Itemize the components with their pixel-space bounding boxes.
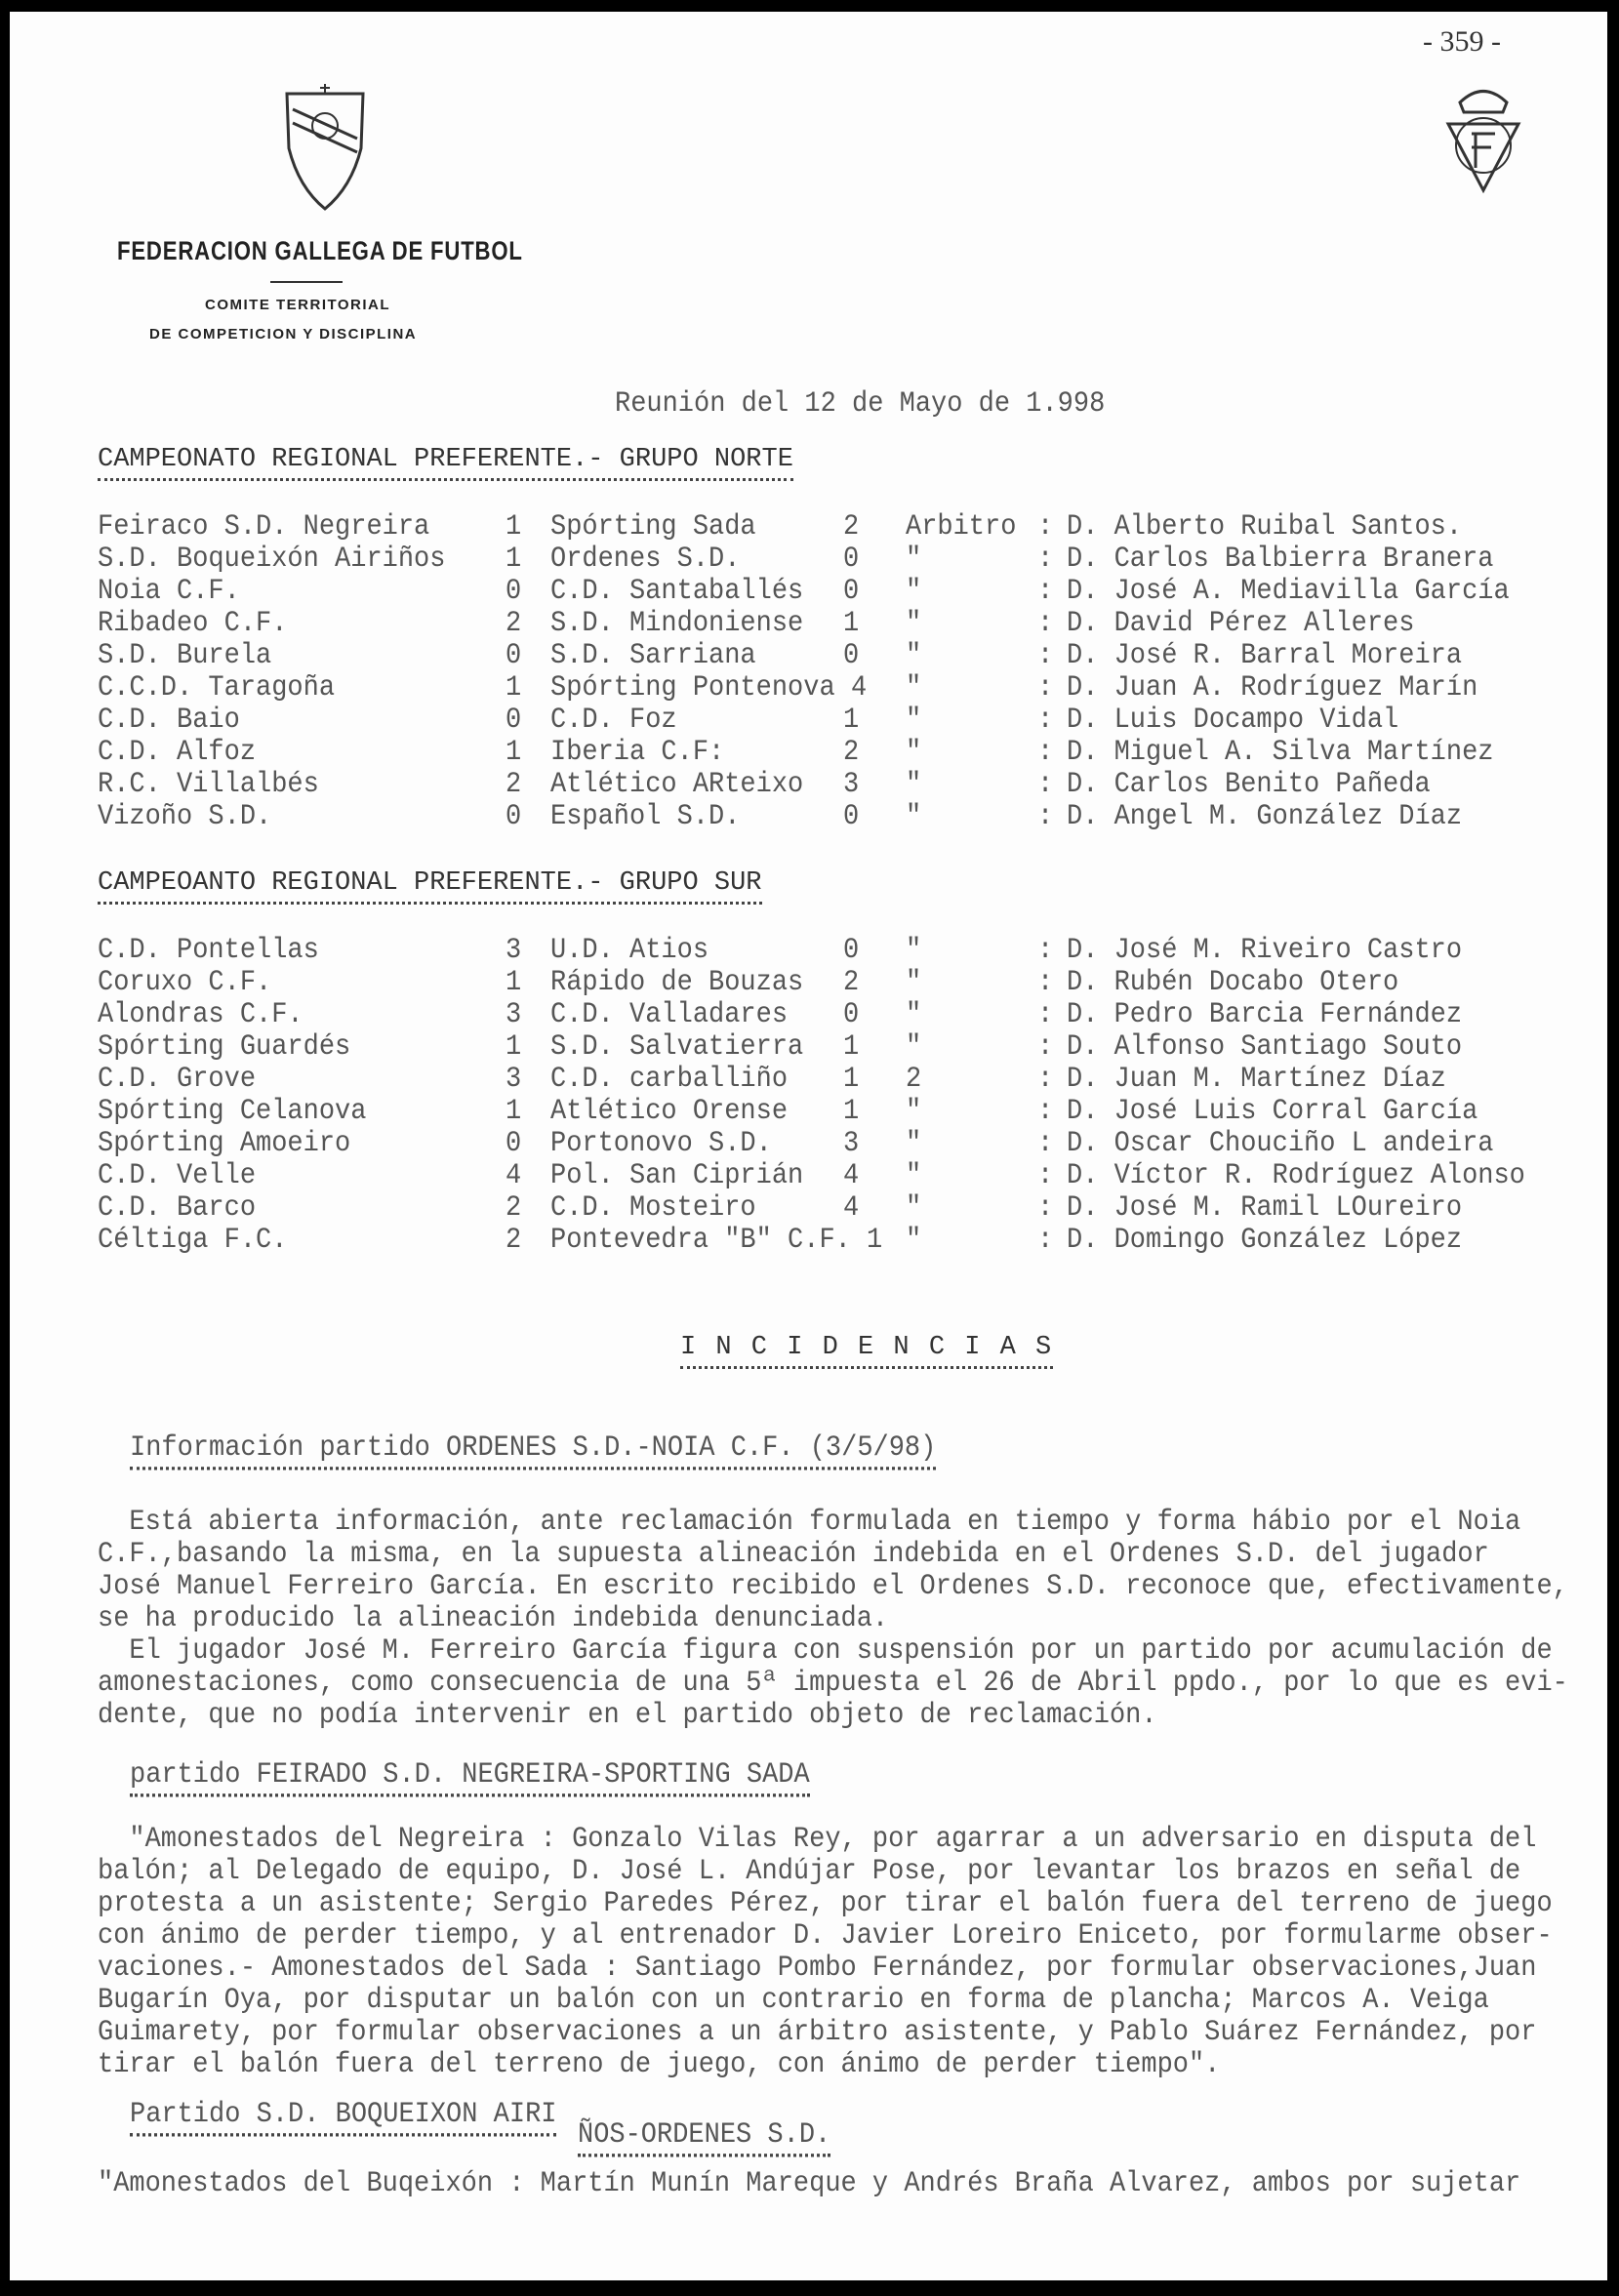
- sur-row-away-team: Portonovo S.D.: [550, 1128, 772, 1160]
- sur-row-home-team: Spórting Amoeiro: [98, 1128, 351, 1160]
- paragraph-line: Bugarín Oya, por disputar un balón con un contrario en forma de plancha; Marcos A. Veiga: [98, 1985, 1489, 2017]
- norte-row-away-team: C.D. Foz: [550, 705, 677, 737]
- sur-row-referee-name: D. José M. Riveiro Castro: [1067, 935, 1463, 967]
- divider: [270, 281, 343, 283]
- norte-row-away-team: Iberia C.F:: [550, 737, 725, 769]
- norte-row-home-team: Vizoño S.D.: [98, 801, 272, 833]
- norte-row-separator: :: [1037, 511, 1054, 544]
- sur-row-separator: :: [1037, 1096, 1054, 1128]
- sur-row-away-score: 1: [867, 1225, 883, 1257]
- norte-row-home-team: S.D. Burela: [98, 640, 272, 672]
- norte-heading: CAMPEONATO REGIONAL PREFERENTE.- GRUPO NORTE: [98, 445, 793, 481]
- sur-row-separator: :: [1037, 935, 1054, 967]
- sur-row-separator: :: [1037, 1192, 1054, 1225]
- committee-line2: DE COMPETICION Y DISCIPLINA: [149, 326, 418, 342]
- norte-row-separator: :: [1037, 544, 1054, 576]
- norte-row-referee-name: D. Miguel A. Silva Martínez: [1067, 737, 1494, 769]
- norte-row-referee-name: D. Luis Docampo Vidal: [1067, 705, 1399, 737]
- sur-row-away-score: 4: [843, 1192, 860, 1225]
- norte-row-away-score: 1: [843, 608, 860, 640]
- sur-row-referee-label: ": [906, 1031, 922, 1064]
- sur-row-away-score: 0: [843, 935, 860, 967]
- sur-row-referee-label: ": [906, 967, 922, 999]
- sur-row-separator: :: [1037, 967, 1054, 999]
- sur-row-referee-name: D. Pedro Barcia Fernández: [1067, 999, 1463, 1031]
- norte-row-referee-name: D. Juan A. Rodríguez Marín: [1067, 672, 1478, 705]
- document-page: [10, 12, 1607, 2280]
- norte-row-away-score: 1: [843, 705, 860, 737]
- paragraph-line: José Manuel Ferreiro García. En escrito recibido el Ordenes S.D. reconoce que, efectivamente,: [98, 1571, 1568, 1603]
- sur-row-referee-name: D. Rubén Docabo Otero: [1067, 967, 1399, 999]
- committee-line1: COMITE TERRITORIAL: [205, 297, 391, 313]
- norte-row-referee-label: ": [906, 544, 922, 576]
- sur-row-referee-label: ": [906, 1160, 922, 1192]
- norte-row-referee-name: D. Carlos Benito Pañeda: [1067, 769, 1431, 801]
- sur-row-away-team: S.D. Salvatierra: [550, 1031, 804, 1064]
- sur-row-referee-name: D. José Luis Corral García: [1067, 1096, 1478, 1128]
- norte-row-home-score: 1: [506, 737, 522, 769]
- sur-row-home-team: Spórting Guardés: [98, 1031, 351, 1064]
- norte-row-referee-label: ": [906, 608, 922, 640]
- norte-row-away-score: 4: [851, 672, 868, 705]
- sur-row-away-team: Rápido de Bouzas: [550, 967, 804, 999]
- sur-row-away-team: Pol. San Ciprián: [550, 1160, 804, 1192]
- sur-row-separator: :: [1037, 1128, 1054, 1160]
- sur-row-home-score: 3: [506, 1064, 522, 1096]
- sur-row-away-score: 4: [843, 1160, 860, 1192]
- paragraph-line: vaciones.- Amonestados del Sada : Santiago Pombo Fernández, por formular observaciones,Juan: [98, 1953, 1537, 1985]
- sur-row-home-score: 2: [506, 1225, 522, 1257]
- sur-row-separator: :: [1037, 1064, 1054, 1096]
- paragraph-line: Guimarety, por formular observaciones a un árbitro asistente, y Pablo Suárez Fernández, por: [98, 2017, 1537, 2049]
- norte-row-home-team: Ribadeo C.F.: [98, 608, 288, 640]
- federation-shield-logo: [283, 80, 367, 217]
- sur-row-home-score: 2: [506, 1192, 522, 1225]
- sur-row-home-team: Spórting Celanova: [98, 1096, 367, 1128]
- sur-row-separator: :: [1037, 1160, 1054, 1192]
- sur-row-away-score: 3: [843, 1128, 860, 1160]
- norte-row-referee-name: D. José R. Barral Moreira: [1067, 640, 1463, 672]
- sur-row-referee-label: ": [906, 999, 922, 1031]
- sur-row-home-team: Céltiga F.C.: [98, 1225, 288, 1257]
- sur-row-referee-name: D. Juan M. Martínez Díaz: [1067, 1064, 1446, 1096]
- norte-row-away-score: 0: [843, 801, 860, 833]
- norte-row-home-score: 1: [506, 672, 522, 705]
- sur-row-home-team: C.D. Barco: [98, 1192, 257, 1225]
- sur-row-home-team: Coruxo C.F.: [98, 967, 272, 999]
- sur-row-home-team: Alondras C.F.: [98, 999, 304, 1031]
- sur-row-home-score: 1: [506, 1096, 522, 1128]
- norte-row-away-team: Español S.D.: [550, 801, 741, 833]
- norte-row-referee-label: ": [906, 576, 922, 608]
- sur-row-home-score: 1: [506, 1031, 522, 1064]
- sur-row-referee-label: 2: [906, 1064, 922, 1096]
- norte-row-away-team: C.D. Santaballés: [550, 576, 804, 608]
- norte-row-away-team: S.D. Sarriana: [550, 640, 756, 672]
- sur-row-referee-name: D. Víctor R. Rodríguez Alonso: [1067, 1160, 1525, 1192]
- norte-row-referee-label: ": [906, 801, 922, 833]
- norte-row-away-score: 0: [843, 640, 860, 672]
- sur-row-home-score: 0: [506, 1128, 522, 1160]
- sur-heading: CAMPEOANTO REGIONAL PREFERENTE.- GRUPO SUR: [98, 868, 762, 905]
- paragraph-line: dente, que no podía intervenir en el partido objeto de reclamación.: [98, 1700, 1157, 1732]
- norte-row-referee-label: ": [906, 769, 922, 801]
- sur-row-away-score: 0: [843, 999, 860, 1031]
- norte-row-away-team: Atlético ARteixo: [550, 769, 804, 801]
- sur-row-referee-name: D. Alfonso Santiago Souto: [1067, 1031, 1463, 1064]
- paragraph-line: amonestaciones, como consecuencia de una 5ª impuesta el 26 de Abril ppdo., por lo que es evi-: [98, 1668, 1568, 1700]
- norte-row-home-team: R.C. Villalbés: [98, 769, 319, 801]
- paragraph-line: tirar el balón fuera del terreno de juego, con ánimo de perder tiempo".: [98, 2049, 1221, 2081]
- norte-row-separator: :: [1037, 672, 1054, 705]
- norte-row-home-score: 2: [506, 608, 522, 640]
- norte-row-separator: :: [1037, 769, 1054, 801]
- norte-row-home-team: S.D. Boqueixón Airiños: [98, 544, 446, 576]
- norte-row-home-score: 0: [506, 576, 522, 608]
- sur-row-referee-label: ": [906, 1225, 922, 1257]
- paragraph-line: C.F.,basando la misma, en la supuesta alineación indebida en el Ordenes S.D. del jugador: [98, 1539, 1489, 1571]
- sur-row-separator: :: [1037, 1031, 1054, 1064]
- sur-row-home-team: C.D. Velle: [98, 1160, 257, 1192]
- section3-title-b: ÑOS-ORDENES S.D.: [578, 2119, 830, 2157]
- norte-row-referee-label: ": [906, 672, 922, 705]
- paragraph-line: "Amonestados del Buqeixón : Martín Munín Mareque y Andrés Braña Alvarez, ambos por sujetar: [98, 2168, 1521, 2200]
- sur-row-away-score: 1: [843, 1031, 860, 1064]
- norte-row-home-score: 1: [506, 544, 522, 576]
- sur-row-away-team: C.D. Mosteiro: [550, 1192, 756, 1225]
- sur-row-home-score: 4: [506, 1160, 522, 1192]
- norte-row-referee-name: D. Carlos Balbierra Branera: [1067, 544, 1494, 576]
- sur-row-away-team: C.D. carballiño: [550, 1064, 789, 1096]
- norte-row-home-team: Noia C.F.: [98, 576, 240, 608]
- incidencias-heading: I N C I D E N C I A S: [680, 1333, 1053, 1369]
- norte-row-away-team: Spórting Sada: [550, 511, 756, 544]
- sur-row-referee-name: D. José M. Ramil LOureiro: [1067, 1192, 1463, 1225]
- norte-row-separator: :: [1037, 608, 1054, 640]
- sur-row-away-score: 1: [843, 1096, 860, 1128]
- meeting-date: Reunión del 12 de Mayo de 1.998: [615, 388, 1106, 421]
- norte-row-referee-name: D. Alberto Ruibal Santos.: [1067, 511, 1463, 544]
- norte-row-referee-name: D. José A. Mediavilla García: [1067, 576, 1510, 608]
- paragraph-line: Está abierta información, ante reclamación formulada en tiempo y forma hábio por el Noia: [98, 1507, 1521, 1539]
- rfef-crest-logo: [1442, 75, 1524, 197]
- sur-row-home-score: 1: [506, 967, 522, 999]
- norte-row-separator: :: [1037, 737, 1054, 769]
- norte-row-referee-label: ": [906, 737, 922, 769]
- norte-row-away-score: 2: [843, 511, 860, 544]
- norte-row-home-team: C.C.D. Taragoña: [98, 672, 336, 705]
- norte-row-away-score: 3: [843, 769, 860, 801]
- paragraph-line: "Amonestados del Negreira : Gonzalo Vilas Rey, por agarrar a un adversario en disputa del: [98, 1824, 1537, 1856]
- norte-row-away-team: Ordenes S.D.: [550, 544, 741, 576]
- norte-row-away-score: 0: [843, 576, 860, 608]
- sur-row-away-score: 1: [843, 1064, 860, 1096]
- sur-row-home-score: 3: [506, 935, 522, 967]
- norte-row-home-team: C.D. Alfoz: [98, 737, 257, 769]
- paragraph-line: se ha producido la alineación indebida denunciada.: [98, 1603, 889, 1635]
- norte-row-referee-label: Arbitro: [906, 511, 1017, 544]
- norte-row-separator: :: [1037, 640, 1054, 672]
- norte-row-referee-label: ": [906, 640, 922, 672]
- sur-row-referee-label: ": [906, 1192, 922, 1225]
- sur-row-away-team: Pontevedra "B" C.F.: [550, 1225, 851, 1257]
- section3-title-a: Partido S.D. BOQUEIXON AIRI: [130, 2099, 556, 2137]
- sur-row-referee-label: ": [906, 935, 922, 967]
- sur-row-away-team: Atlético Orense: [550, 1096, 789, 1128]
- sur-row-referee-label: ": [906, 1128, 922, 1160]
- norte-row-referee-name: D. David Pérez Alleres: [1067, 608, 1415, 640]
- sur-row-separator: :: [1037, 999, 1054, 1031]
- sur-row-referee-name: D. Oscar Chouciño L andeira: [1067, 1128, 1494, 1160]
- norte-row-home-score: 0: [506, 801, 522, 833]
- sur-row-away-team: U.D. Atios: [550, 935, 709, 967]
- sur-row-referee-label: ": [906, 1096, 922, 1128]
- norte-row-separator: :: [1037, 576, 1054, 608]
- norte-row-referee-name: D. Angel M. González Díaz: [1067, 801, 1463, 833]
- norte-row-separator: :: [1037, 801, 1054, 833]
- norte-row-home-team: C.D. Baio: [98, 705, 240, 737]
- norte-row-away-team: S.D. Mindoniense: [550, 608, 804, 640]
- sur-row-home-team: C.D. Grove: [98, 1064, 257, 1096]
- section2-title: partido FEIRADO S.D. NEGREIRA-SPORTING SADA: [130, 1759, 810, 1797]
- section1-title: Información partido ORDENES S.D.-NOIA C.F. (3/5/98): [130, 1432, 936, 1470]
- norte-row-home-score: 2: [506, 769, 522, 801]
- sur-row-away-score: 2: [843, 967, 860, 999]
- paragraph-line: con ánimo de perder tiempo, y al entrenador D. Javier Loreiro Eniceto, por formularme obser-: [98, 1920, 1553, 1953]
- paragraph-line: protesta a un asistente; Sergio Paredes Pérez, por tirar el balón fuera del terreno de juego: [98, 1888, 1553, 1920]
- norte-row-away-team: Spórting Pontenova: [550, 672, 835, 705]
- paragraph-line: El jugador José M. Ferreiro García figura con suspensión por un partido por acumulación de: [98, 1635, 1553, 1668]
- sur-row-away-team: C.D. Valladares: [550, 999, 789, 1031]
- norte-row-home-team: Feiraco S.D. Negreira: [98, 511, 430, 544]
- sur-row-separator: :: [1037, 1225, 1054, 1257]
- norte-row-home-score: 0: [506, 705, 522, 737]
- paragraph-line: balón; al Delegado de equipo, D. José L. Andújar Pose, por levantar los brazos en señal de: [98, 1856, 1521, 1888]
- norte-row-referee-label: ": [906, 705, 922, 737]
- norte-row-away-score: 0: [843, 544, 860, 576]
- sur-row-referee-name: D. Domingo González López: [1067, 1225, 1463, 1257]
- norte-row-separator: :: [1037, 705, 1054, 737]
- norte-row-away-score: 2: [843, 737, 860, 769]
- federation-name: FEDERACION GALLEGA DE FUTBOL: [117, 236, 523, 265]
- page-number: - 359 -: [1423, 25, 1501, 58]
- sur-row-home-score: 3: [506, 999, 522, 1031]
- sur-row-home-team: C.D. Pontellas: [98, 935, 319, 967]
- norte-row-home-score: 0: [506, 640, 522, 672]
- norte-row-home-score: 1: [506, 511, 522, 544]
